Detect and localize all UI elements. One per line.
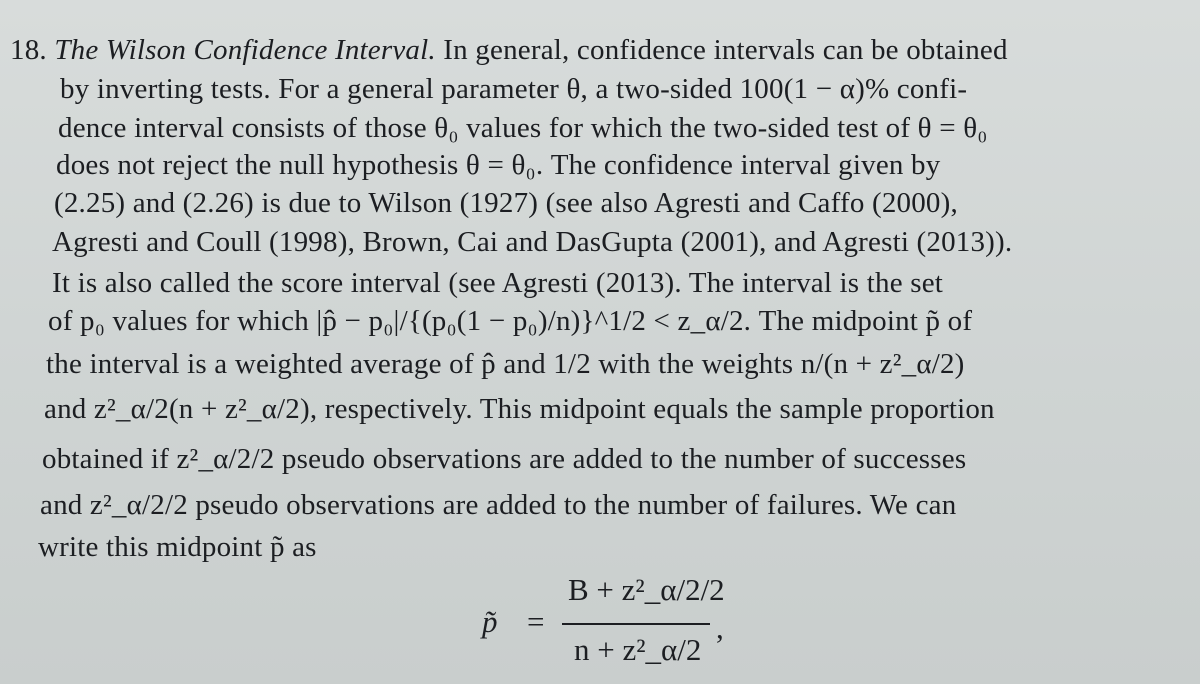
fraction-bar (562, 623, 710, 625)
text-line-1 (10, 33, 1008, 67)
text-line-4 (56, 148, 940, 182)
text-line-8 (48, 304, 972, 338)
text-line-12 (40, 488, 956, 522)
line-8-text: of p₀ values for which |p̂ − p₀|/{(p₀(1 − p₀)/n)}^1/2 < z_α/2. The midpoint p̃ of (48, 305, 973, 337)
text-line-5 (54, 186, 958, 220)
line-5-text: (2.25) and (2.26) is due to Wilson (1927) (see also Agresti and Caffo (2000), (54, 187, 958, 219)
line-9-text: the interval is a weighted average of p̂ and 1/2 with the weights n/(n + z²_α/2) (46, 348, 965, 380)
line-11-text: obtained if z²_α/2/2 pseudo observations are added to the number of successes (42, 443, 967, 475)
line-13-text: write this midpoint p̃ as (38, 531, 317, 563)
text-line-9 (46, 347, 965, 381)
text-line-6 (52, 225, 1012, 259)
midpoint-equation (470, 560, 770, 680)
problem-heading: The Wilson Confidence Interval. (54, 34, 436, 66)
line-4-text: does not reject the null hypothesis θ = θ₀. The confidence interval given by (56, 149, 941, 181)
line-6-text: Agresti and Coull (1998), Brown, Cai and DasGupta (2001), and Agresti (2013)). (52, 226, 1013, 258)
line-3-text: dence interval consists of those θ₀ values for which the two-sided test of θ = θ₀ (58, 112, 988, 144)
line-12-text: and z²_α/2/2 pseudo observations are added to the number of failures. We can (40, 489, 957, 521)
line-10-text: and z²_α/2(n + z²_α/2), respectively. This midpoint equals the sample proportion (44, 393, 995, 425)
fraction-numerator: B + z²_α/2/2 (568, 572, 725, 607)
equation-comma: , (716, 610, 724, 645)
text-line-10 (44, 392, 995, 426)
equation-equals-sign: = (527, 604, 545, 639)
text-line-3 (58, 111, 988, 145)
text-line-7 (52, 266, 943, 300)
line-1-text: In general, confidence intervals can be obtained (443, 34, 1008, 66)
line-7-text: It is also called the score interval (see Agresti (2013). The interval is the set (52, 267, 944, 299)
text-line-13 (38, 530, 317, 564)
text-line-11 (42, 442, 966, 476)
fraction-denominator: n + z²_α/2 (574, 632, 702, 667)
line-2-text: by inverting tests. For a general parameter θ, a two-sided 100(1 − α)% confi- (60, 73, 968, 105)
equation-lhs: p̃ (482, 604, 498, 639)
problem-number: 18. (10, 34, 47, 66)
text-line-2 (60, 72, 967, 106)
